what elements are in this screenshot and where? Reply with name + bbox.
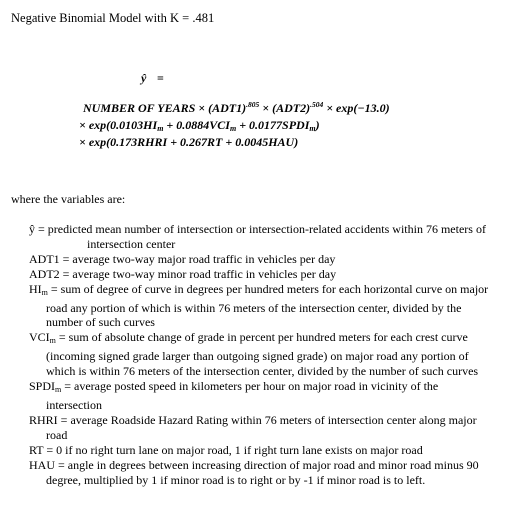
- eq-times: ×: [326, 101, 334, 115]
- eq-number-of-years: NUMBER OF YEARS: [83, 101, 196, 115]
- eq-line3-post: ): [294, 135, 299, 149]
- vci-text: = sum of absolute change of grade in percent per hundred meters for each crest curve (incoming signed grade larger than outgoing signed grade) on major road any portion of which is within 76 meters of the intersection center, divided by the number of such curves: [46, 330, 479, 379]
- eq-rhri: RHRI: [137, 135, 168, 149]
- equation-line-2: [79, 118, 320, 133]
- eq-times: ×: [262, 101, 270, 115]
- eq-line2-post: ): [315, 118, 320, 132]
- definition-spdi: [29, 379, 497, 413]
- vci-name: VCI: [29, 330, 50, 345]
- vci-sub: m: [49, 336, 56, 346]
- hi-text: = sum of degree of curve in degrees per hundred meters for each horizontal curve on major road any portion of which is within 76 meters of the intersection center, divided by the number of such curves: [46, 281, 489, 330]
- eq-spdi-sub: m: [309, 124, 316, 133]
- eq-vci-sub: m: [229, 124, 237, 133]
- eq-adt1: (ADT1): [208, 101, 247, 115]
- eq-adt1-exponent: .805: [246, 100, 260, 109]
- eq-vci: VCI: [209, 118, 230, 132]
- definition-rhri: RHRI = average Roadside Hazard Rating within 76 meters of intersection center along major road: [29, 412, 477, 442]
- definition-yhat: ŷ = predicted mean number of intersection or intersection-related accidents within 76 meters of intersection center: [29, 222, 486, 251]
- eq-line2-pre: × exp(0.0103: [79, 118, 144, 132]
- model-title: Negative Binomial Model with K = .481: [11, 11, 215, 25]
- spdi-text: = average posted speed in kilometers per hour on major road in vicinity of the intersection: [46, 379, 439, 412]
- eq-spdi: SPDI: [282, 118, 310, 132]
- equation-line-1: [83, 100, 390, 116]
- definition-vci: [29, 330, 497, 379]
- variables-intro: where the variables are:: [11, 192, 126, 206]
- equation-equals: =: [157, 71, 164, 85]
- eq-adt2: (ADT2): [272, 101, 311, 115]
- equation-lhs: ŷ: [141, 71, 147, 85]
- equation-line-3: [79, 135, 298, 150]
- definition-hau: HAU = angle in degrees between increasing direction of major road and minor road minus 90 degree, multiplied by 1 if minor road is to right or by -1 if minor road is to left.: [29, 457, 479, 487]
- definition-adt1: ADT1 = average two-way major road traffic in vehicles per day: [29, 251, 336, 266]
- hi-sub: m: [41, 287, 48, 297]
- spdi-sub: m: [55, 385, 62, 395]
- eq-constant: exp(−13.0): [336, 101, 390, 115]
- eq-rt: RT: [207, 135, 223, 149]
- eq-line3-mid2: + 0.0045: [222, 135, 269, 149]
- eq-hi-sub: m: [157, 124, 164, 133]
- variable-definitions: [29, 222, 497, 487]
- eq-line3-mid1: + 0.267: [167, 135, 208, 149]
- eq-line2-mid1: + 0.0884: [163, 118, 210, 132]
- hi-name: HI: [29, 281, 42, 296]
- definition-adt2: ADT2 = average two-way minor road traffic in vehicles per day: [29, 266, 337, 281]
- eq-times: ×: [198, 101, 206, 115]
- definition-rt: RT = 0 if no right turn lane on major road, 1 if right turn lane exists on major road: [29, 442, 423, 457]
- eq-hi: HI: [143, 118, 158, 132]
- eq-adt2-exponent: .504: [310, 100, 324, 109]
- eq-hau: HAU: [268, 135, 295, 149]
- definition-hi: [29, 282, 497, 331]
- eq-line2-mid2: + 0.0177: [236, 118, 283, 132]
- spdi-name: SPDI: [29, 379, 56, 394]
- eq-line3-pre: × exp(0.173: [79, 135, 138, 149]
